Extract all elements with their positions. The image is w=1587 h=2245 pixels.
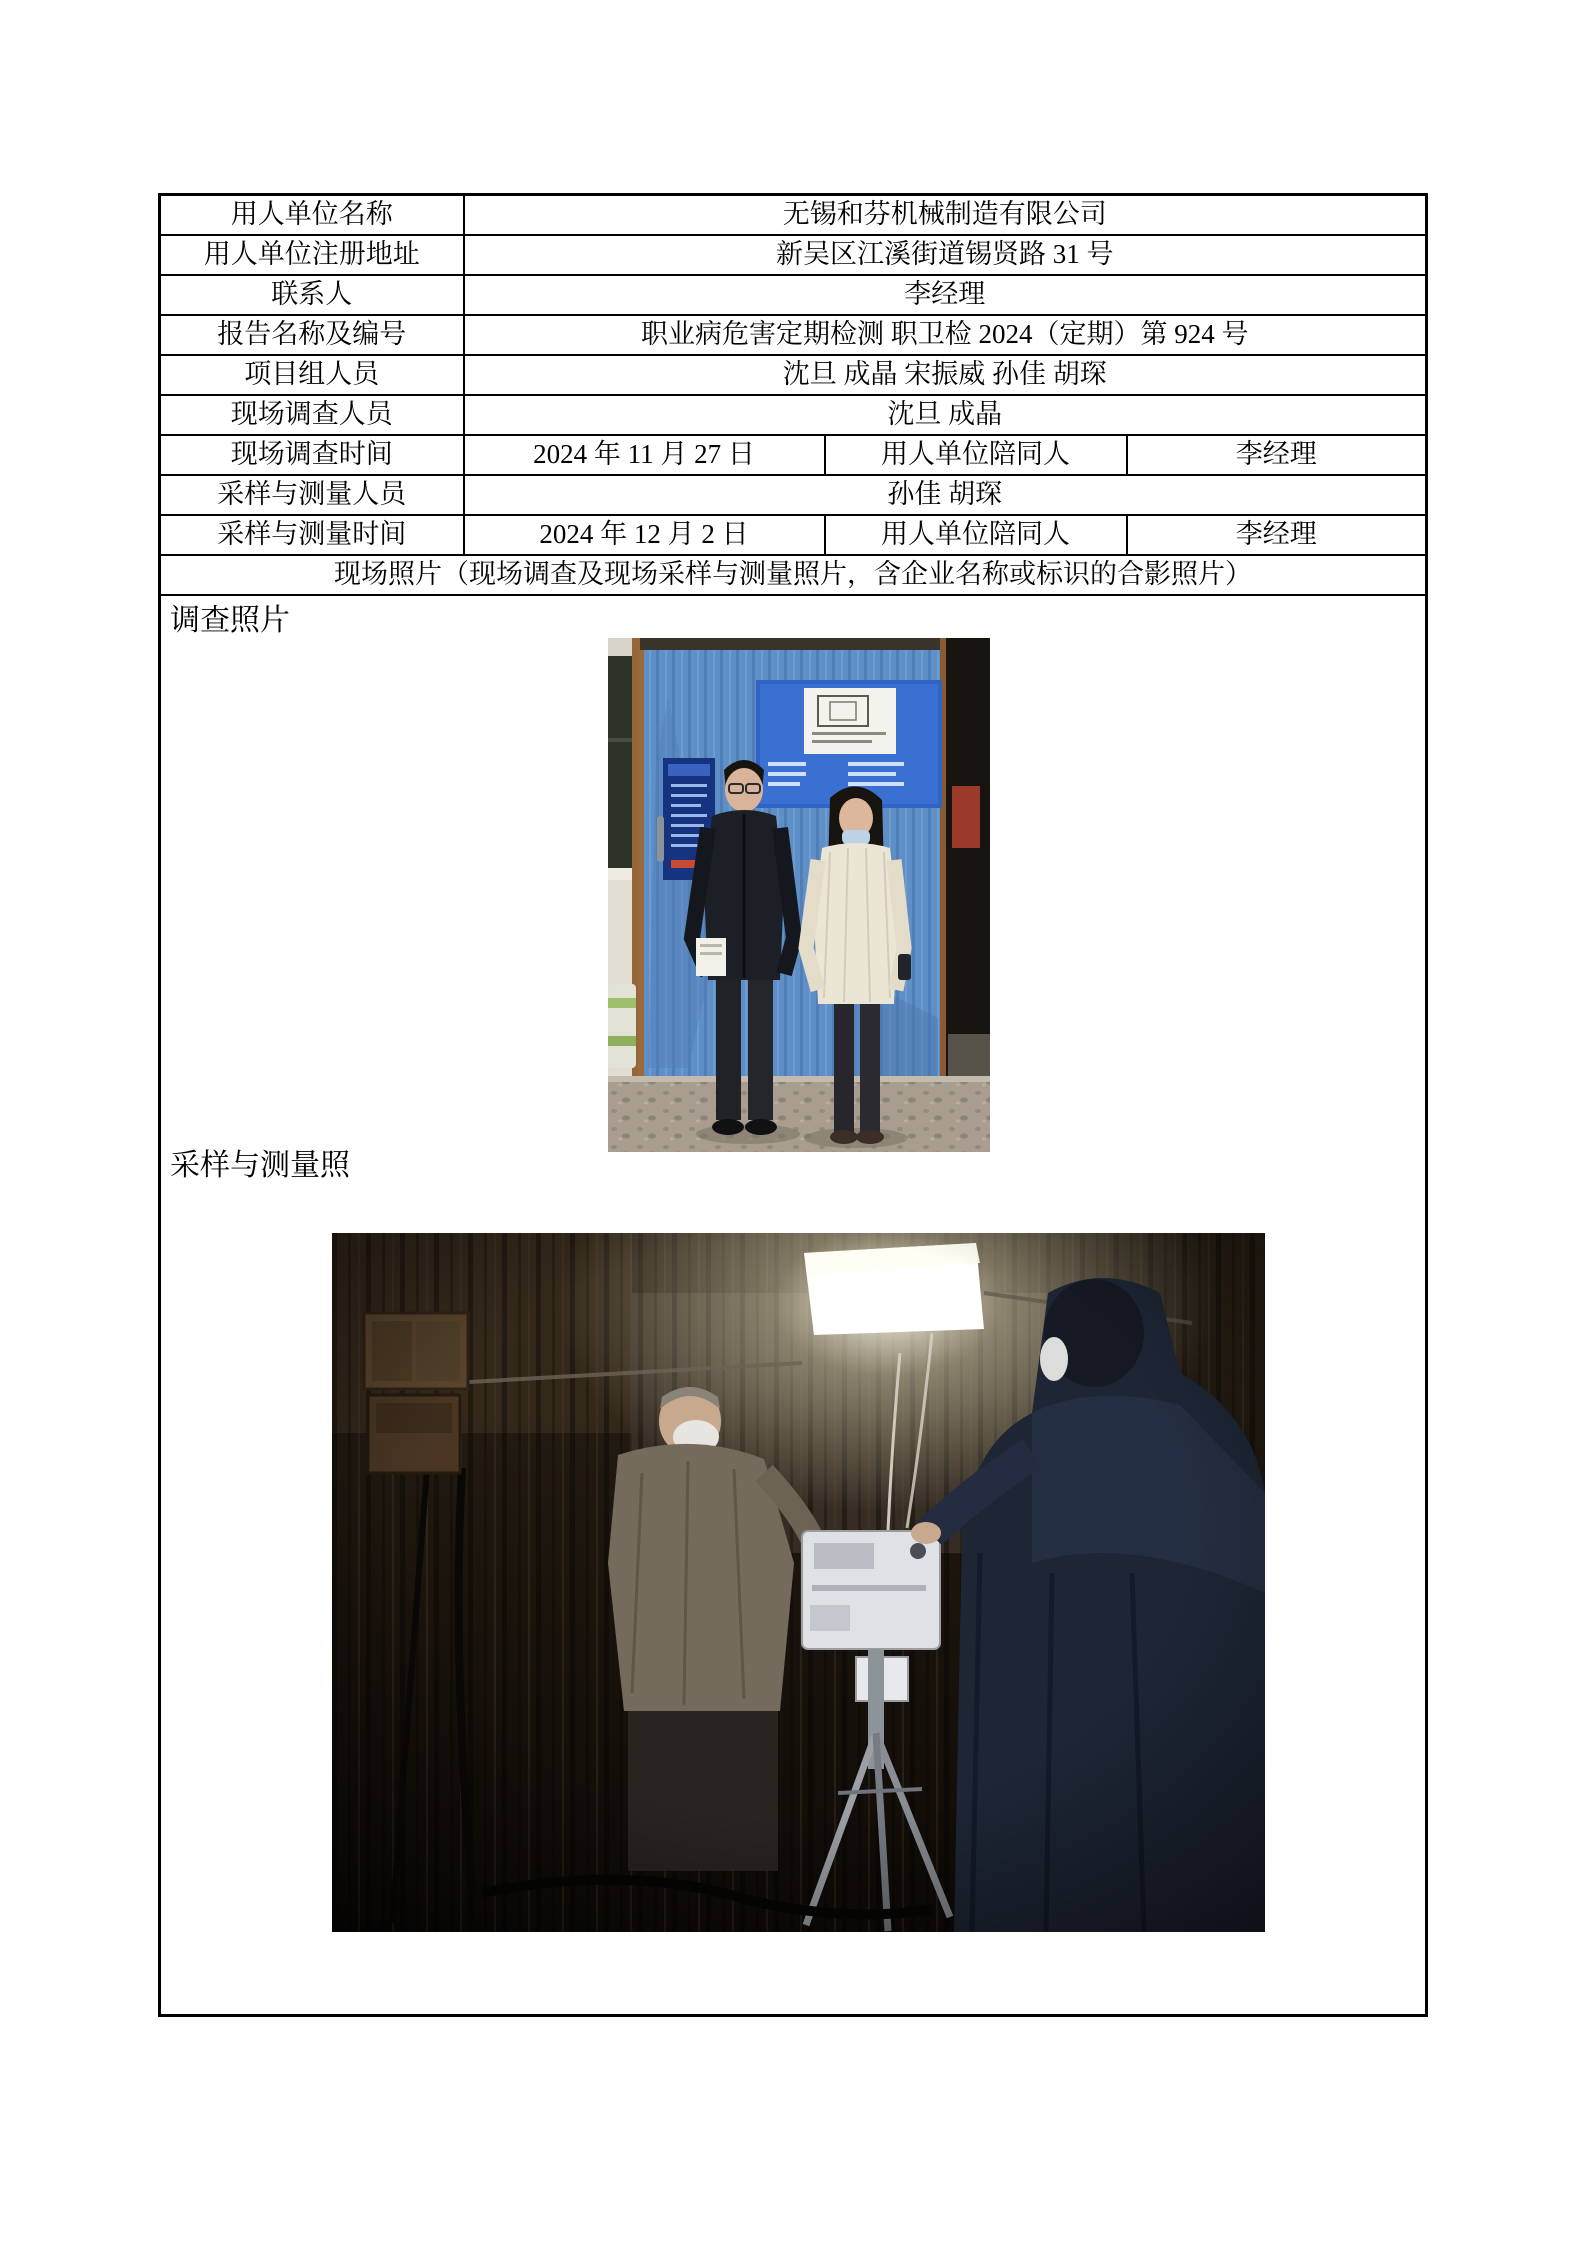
field-label: 用人单位名称: [160, 195, 464, 235]
investigation-photo-caption: 调查照片: [170, 603, 290, 637]
field-value: 李经理: [464, 275, 1427, 315]
investigation-photo: [608, 638, 990, 1152]
table-row: [160, 515, 1427, 555]
escort-value: 李经理: [1127, 515, 1427, 555]
field-value: 沈旦 成晶: [464, 395, 1427, 435]
sampling-photo: [332, 1233, 1265, 1932]
photos-section-header: 现场照片（现场调查及现场采样与测量照片，含企业名称或标识的合影照片）: [160, 555, 1427, 595]
field-value: 2024 年 12 月 2 日: [464, 515, 825, 555]
sampling-photo-caption: 采样与测量照: [170, 1148, 350, 1182]
table-row: [160, 555, 1427, 595]
field-value: 孙佳 胡琛: [464, 475, 1427, 515]
table-row: [160, 435, 1427, 475]
table-row: [160, 315, 1427, 355]
table-row: [160, 195, 1427, 235]
escort-value: 李经理: [1127, 435, 1427, 475]
photos-cell: [160, 595, 1427, 2016]
field-label: 报告名称及编号: [160, 315, 464, 355]
field-label: 采样与测量人员: [160, 475, 464, 515]
field-label: 现场调查时间: [160, 435, 464, 475]
field-value: 无锡和芬机械制造有限公司: [464, 195, 1427, 235]
field-value: 新吴区江溪街道锡贤路 31 号: [464, 235, 1427, 275]
field-label: 采样与测量时间: [160, 515, 464, 555]
field-label: 用人单位注册地址: [160, 235, 464, 275]
table-row: [160, 355, 1427, 395]
field-label: 项目组人员: [160, 355, 464, 395]
escort-label: 用人单位陪同人: [825, 515, 1127, 555]
table-row: [160, 395, 1427, 435]
site-info-table: [158, 193, 1428, 2017]
field-label: 联系人: [160, 275, 464, 315]
escort-label: 用人单位陪同人: [825, 435, 1127, 475]
table-row: [160, 475, 1427, 515]
table-row: [160, 595, 1427, 2016]
field-value: 沈旦 成晶 宋振威 孙佳 胡琛: [464, 355, 1427, 395]
field-value: 职业病危害定期检测 职卫检 2024（定期）第 924 号: [464, 315, 1427, 355]
table-row: [160, 235, 1427, 275]
field-label: 现场调查人员: [160, 395, 464, 435]
field-value: 2024 年 11 月 27 日: [464, 435, 825, 475]
table-row: [160, 275, 1427, 315]
